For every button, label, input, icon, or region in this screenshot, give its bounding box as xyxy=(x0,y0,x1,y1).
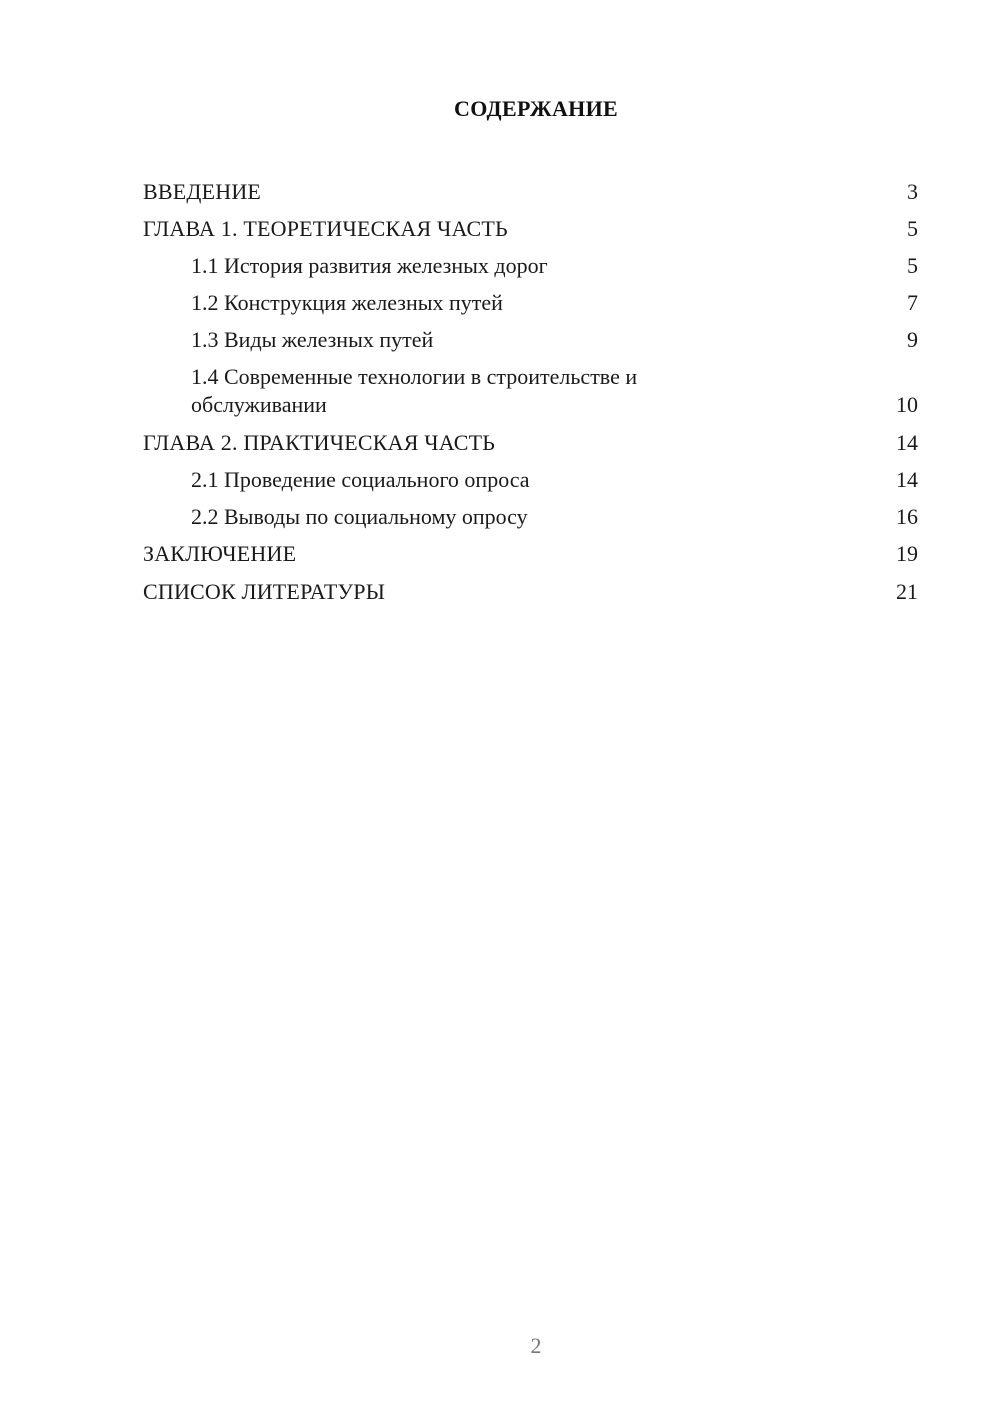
toc-entry-section-2-1[interactable] xyxy=(143,457,918,494)
toc-entry-label: ЗАКЛЮЧЕНИЕ xyxy=(143,541,297,566)
page-number: 2 xyxy=(530,1333,542,1358)
toc-entry-section-1-1[interactable] xyxy=(143,243,918,280)
toc-entry-conclusion[interactable] xyxy=(143,531,918,569)
toc-entry-section-2-2[interactable] xyxy=(143,494,918,531)
toc-entry-chapter-2[interactable] xyxy=(143,419,918,457)
toc-entry-bibliography[interactable] xyxy=(143,568,918,606)
toc-entry-page: 5 xyxy=(907,216,918,241)
toc-entry-page: 14 xyxy=(896,466,918,492)
toc-title: СОДЕРЖАНИЕ xyxy=(454,96,618,121)
toc-entry-label: 2.2 Выводы по социальному опросу xyxy=(191,503,528,529)
toc-entry-section-1-4[interactable] xyxy=(143,354,918,419)
toc-entry-chapter-1[interactable] xyxy=(143,206,918,244)
toc-entry-page: 16 xyxy=(896,503,918,529)
table-of-contents xyxy=(143,168,918,606)
toc-entry-label: ВВЕДЕНИЕ xyxy=(143,178,262,204)
toc-entry-page: 3 xyxy=(907,178,918,204)
toc-entry-label: ГЛАВА 2. ПРАКТИЧЕСКАЯ ЧАСТЬ xyxy=(143,429,496,455)
toc-entry-label: ГЛАВА 1. ТЕОРЕТИЧЕСКАЯ ЧАСТЬ xyxy=(143,216,508,241)
toc-entry-section-1-3[interactable] xyxy=(143,317,918,354)
toc-entry-page: 21 xyxy=(896,578,918,604)
toc-entry-page: 10 xyxy=(896,392,918,417)
toc-entry-label: 1.2 Конструкция железных путей xyxy=(191,290,503,315)
toc-entry-label: 2.1 Проведение социального опроса xyxy=(191,466,530,492)
toc-entry-page: 14 xyxy=(896,429,918,455)
toc-entry-page: 9 xyxy=(907,327,918,352)
toc-entry-page: 7 xyxy=(907,290,918,315)
toc-entry-introduction[interactable] xyxy=(143,168,918,206)
toc-entry-label: СПИСОК ЛИТЕРАТУРЫ xyxy=(143,578,386,604)
toc-entry-page: 5 xyxy=(907,253,918,278)
toc-entry-label: 1.3 Виды железных путей xyxy=(191,327,434,352)
toc-entry-label: 1.4 Современные технологии в строительстве и обслуживании xyxy=(191,364,638,417)
toc-entry-label: 1.1 История развития железных дорог xyxy=(191,253,548,278)
toc-entry-section-1-2[interactable] xyxy=(143,280,918,317)
toc-entry-page: 19 xyxy=(896,541,918,566)
